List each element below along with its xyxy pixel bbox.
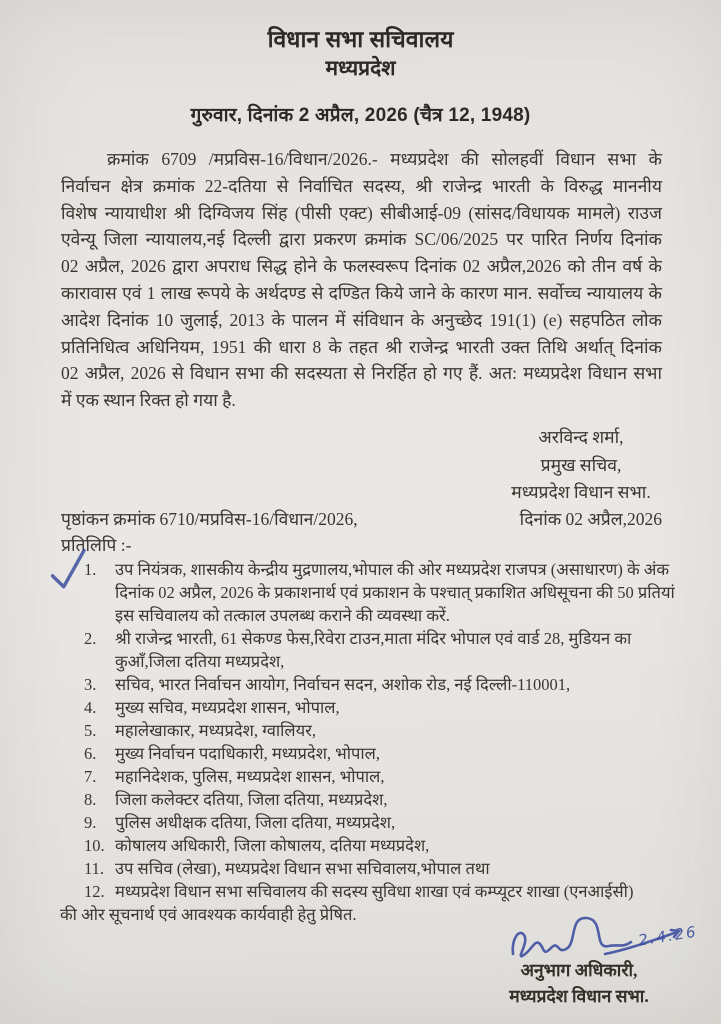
paragraph-line: 02 अप्रैल, 2026 से विधान सभा की सदस्यता से निरर्हित हो गए हैं. अत: मध्यप्रदेश विधान सभा [61, 363, 662, 384]
list-item-number: 8. [84, 790, 97, 809]
signatory-designation: प्रमुख सचिव, [540, 454, 622, 475]
list-item [84, 857, 690, 880]
list-item [84, 742, 690, 765]
list-item-text: मुख्य सचिव, मध्यप्रदेश शासन, भोपाल, [115, 698, 340, 717]
paragraph-line: में एक स्थान रिक्त हो गया है. [61, 390, 236, 411]
list-item [84, 696, 690, 719]
list-item-text: सचिव, भारत निर्वाचन आयोग, निर्वाचन सदन, अशोक रोड, नई दिल्ली-110001, [115, 675, 571, 694]
list-item-number: 6. [84, 744, 97, 763]
list-item-number: 10. [84, 836, 105, 855]
signatory-name: अरविन्द शर्मा, [538, 427, 624, 447]
list-item-text: मुख्य निर्वाचन पदाधिकारी, मध्यप्रदेश, भोपाल, [115, 744, 380, 763]
handwritten-date: 2.4.26 [636, 922, 699, 950]
list-item-number: 9. [84, 813, 97, 832]
paragraph-line: विशेष न्यायाधीश श्री दिग्विजय सिंह (पीसी एक्ट) सीबीआई-09 (सांसद/विधायक मामले) राउज [61, 202, 662, 223]
list-item-number: 3. [84, 675, 97, 694]
list-item-number: 7. [84, 767, 97, 786]
endorsement-date: दिनांक 02 अप्रैल,2026 [519, 509, 662, 529]
paragraph-line: क्रमांक 6709 /मप्रविस-16/विधान/2026.- मध्यप्रदेश की सोलहवीं विधान सभा के [107, 149, 662, 169]
list-item-text: महानिदेशक, पुलिस, मध्यप्रदेश शासन, भोपाल, [115, 767, 385, 786]
paragraph-line: आदेश दिनांक 10 जुलाई, 2013 के पालन में संविधान के अनुच्छेद 191(1) (e) सहपठित लोक [61, 309, 662, 330]
list-item-number: 1. [84, 560, 97, 579]
document-date-line: गुरुवार, दिनांक 2 अप्रैल, 2026 (चैत्र 12, 1948) [190, 105, 531, 126]
list-item-text: उप सचिव (लेखा), मध्यप्रदेश विधान सभा सचिवालय,भोपाल तथा [115, 859, 490, 878]
signatory-organization: मध्यप्रदेश विधान सभा. [511, 482, 651, 502]
signatory-block-section-officer [461, 957, 697, 1009]
endorsement-row [61, 507, 662, 531]
list-item [84, 834, 690, 857]
signatory-organization: मध्यप्रदेश विधान सभा. [509, 986, 649, 1006]
list-item [84, 558, 690, 627]
list-item-number: 12. [84, 882, 105, 901]
letterhead [0, 24, 721, 127]
list-item-number: 11. [84, 859, 105, 878]
signatory-block-principal-secretary [495, 424, 667, 507]
list-item-text: कोषालय अधिकारी, जिला कोषालय, दतिया मध्यप्रदेश, [115, 836, 430, 855]
list-item-number: 4. [84, 698, 97, 717]
list-item-number: 2. [84, 629, 97, 648]
list-item [84, 673, 690, 696]
list-item-text: महालेखाकार, मध्यप्रदेश, ग्वालियर, [115, 721, 317, 740]
list-item-text: मध्यप्रदेश विधान सभा सचिवालय की सदस्य सुविधा शाखा एवं कम्प्यूटर शाखा (एनआईसी) [115, 882, 634, 901]
endorsement-number: पृष्ठांकन क्रमांक 6710/मप्रविस-16/विधान/2026, [61, 509, 358, 529]
list-item [84, 788, 690, 811]
copy-distribution-list [60, 558, 690, 926]
page-subtitle: मध्यप्रदेश [325, 57, 396, 80]
signatory-designation: अनुभाग अधिकारी, [520, 960, 638, 980]
paragraph-line: कारावास एवं 1 लाख रूपये के अर्थदण्ड से दण्डित किये जाने के कारण मान. सर्वोच्च न्यायालय के [61, 282, 662, 303]
paragraph-line: निर्वाचन क्षेत्र क्रमांक 22-दतिया से निर्वाचित सदस्य, श्री राजेन्द्र भारती के विरुद्ध माननीय [61, 175, 662, 196]
copy-to-label: प्रतिलिपि :- [61, 535, 132, 555]
list-item [84, 880, 690, 903]
list-item-text: जिला कलेक्टर दतिया, जिला दतिया, मध्यप्रदेश, [115, 790, 388, 809]
list-item [84, 627, 690, 673]
list-item [84, 765, 690, 788]
list-item [84, 719, 690, 742]
list-item-text: श्री राजेन्द्र भारती, 61 सेकण्ड फेस,रिवेरा टाउन,माता मंदिर भोपाल एवं वार्ड 28, मुडियन का कुऑं,जिला दतिया मध्यप्रदेश, [115, 629, 632, 671]
paragraph-line: प्रतिनिधित्व अधिनियम, 1951 की धारा 8 के तहत श्री राजेन्द्र भारती उक्त तिथि अर्थात् दिनांक [61, 336, 662, 357]
paragraph-line: 02 अप्रैल, 2026 द्वारा अपराध सिद्ध होने के फलस्वरूप दिनांक 02 अप्रैल,2026 को तीन वर्ष के [61, 256, 662, 277]
page-title: विधान सभा सचिवालय [267, 26, 454, 52]
list-item-text: पुलिस अधीक्षक दतिया, जिला दतिया, मध्यप्रदेश, [115, 813, 396, 832]
notification-paragraph [61, 146, 662, 414]
list-item-continuation: की ओर सूचनार्थ एवं आवश्यक कार्यवाही हेतु प्रेषित. [60, 905, 357, 924]
list-item-number: 5. [84, 721, 97, 740]
list-item [84, 811, 690, 834]
paragraph-line: एवेन्यू जिला न्यायालय,नई दिल्ली द्वारा प्रकरण क्रमांक SC/06/2025 पर पारित निर्णय दिनांक [61, 229, 662, 250]
list-item-text: उप नियंत्रक, शासकीय केन्द्रीय मुद्रणालय,भोपाल की ओर मध्यप्रदेश राजपत्र (असाधारण) के अंक दिनांक 02 अप्रैल, 2026 के प्रकाशनार्थ एवं प्रकाशन के पश्चात् प्रकाशित अधिसूचना की 50 प्रतियां इस सचिवालय को तत्काल उपलब्ध कराने की व्यवस्था करें. [115, 560, 675, 625]
